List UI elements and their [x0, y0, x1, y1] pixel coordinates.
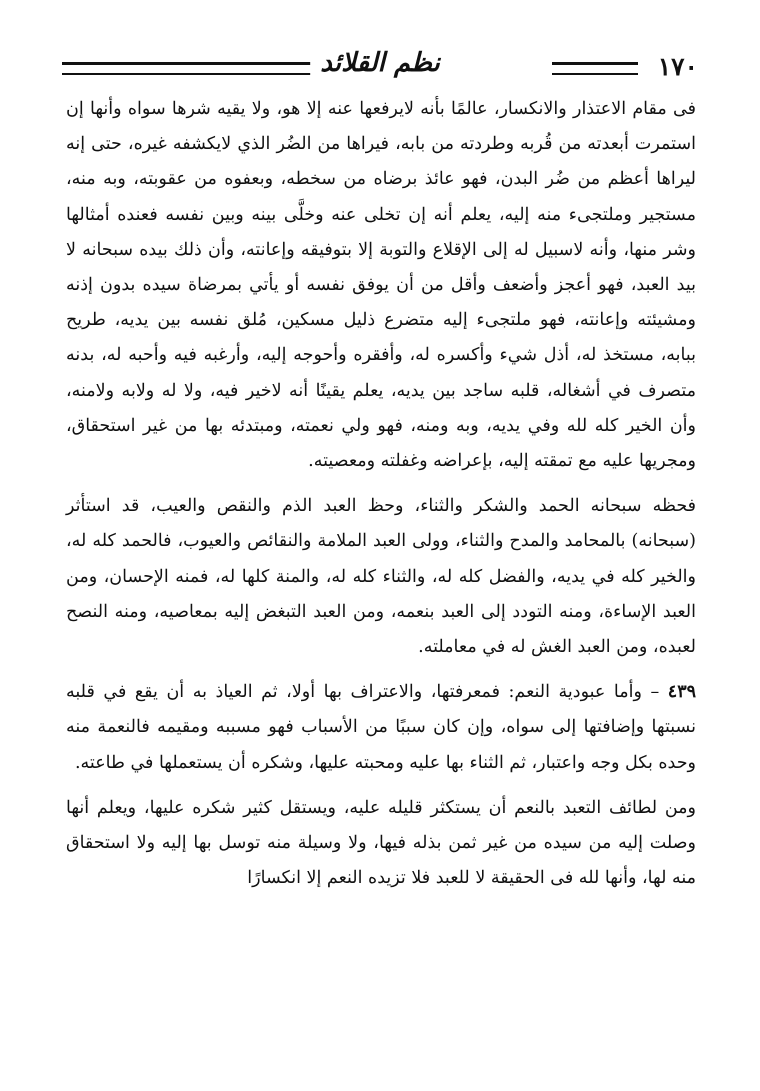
header-rule-left	[62, 62, 352, 75]
paragraph: فحظه سبحانه الحمد والشكر والثناء، وحظ العبد الذم والنقص والعيب، قد استأثر (سبحانه) بالمحامد والمدح والثناء، وولى العبد الملامة والنقائص والعيوب، فالحمد كله له، والخير كله في يديه، والفضل كله له، والثناء كله له، والمنة كلها له، فمنه الإحسان، ومن العبد الإساءة، ومنه التودد إلى العبد بنعمه، ومن العبد التبغض إليه بمعاصيه، ومنه النصح لعبده، ومن العبد الغش له في معاملته.	[66, 496, 696, 658]
running-title: نظم القلائد	[310, 48, 450, 78]
page-body	[66, 92, 696, 906]
page-header	[62, 48, 698, 88]
paragraph: فى مقام الاعتذار والانكسار، عالمًا بأنه لايرفعها عنه إلا هو، ولا يقيه شرها سواه وأنها إن استمرت أبعدته من قُربه وطردته من بابه، فيراها من الضُر الذي لايكشفه غيره، حتى إنه ليراها أعظم من ضُر البدن، فهو عائذ برضاه من سخطه، وبعفوه من عقوبته، وبه منه، مستجير وملتجىء منه إليه، يعلم أنه إن تخلى عنه وخلَّى بينه وبين نفسه فعنده أمثالها وشر منها، وأنه لاسبيل له إلى الإقلاع والتوبة إلا بتوفيقه وإعانته، وأن ذلك بيده سبحانه لا بيد العبد، فهو أعجز وأضعف وأقل من أن يوفق نفسه أو يأتي بمرضاة سيده بدون إذنه ومشيئته وإعانته، فهو ملتجىء إليه متضرع ذليل مسكين، مُلق نفسه بين يديه، طريح ببابه، مستخذ له، أذل شيء وأكسره له، وأفقره وأحوجه إليه، وأرغبه فيه وأحبه له، بدنه متصرف في أشغاله، قلبه ساجد بين يديه، يعلم يقينًا أنه لاخير فيه، ولا له ولابه ولامنه، وأن الخير كله لله وفي يديه، وبه ومنه، فهو ولي نعمته، ومبتدئه بها من غير استحقاق، ومجريها عليه مع تمقته إليه، بإعراضه وغفلته ومعصيته.	[66, 99, 696, 472]
page-number: ١٧٠	[657, 52, 698, 81]
paragraph: ومن لطائف التعبد بالنعم أن يستكثر قليله عليه، ويستقل كثير شكره عليها، ويعلم أنها وصلت إليه من سيده من غير ثمن بذله فيها، ولا وسيلة منه توسل بها إليه ولا استحقاق منه لها، وأنها لله فى الحقيقة لا للعبد فلا تزيده النعم إلا انكسارًا	[66, 797, 696, 889]
header-rule-right	[552, 62, 638, 75]
numbered-paragraph	[66, 675, 696, 781]
section-number: ٤٣٩	[667, 682, 696, 703]
section-text: – وأما عبودية النعم: فمعرفتها، والاعتراف بها أولا، ثم العياذ به أن يقع في قلبه نسبتها وإضافتها إلى سواه، وإن كان سببًا من الأسباب فهو مسببه ومقيمه فالنعمة منه وحده بكل وجه واعتبار، ثم الثناء بها عليه ومحبته عليها، وشكره أن يستعملها في طاعته.	[66, 682, 696, 773]
